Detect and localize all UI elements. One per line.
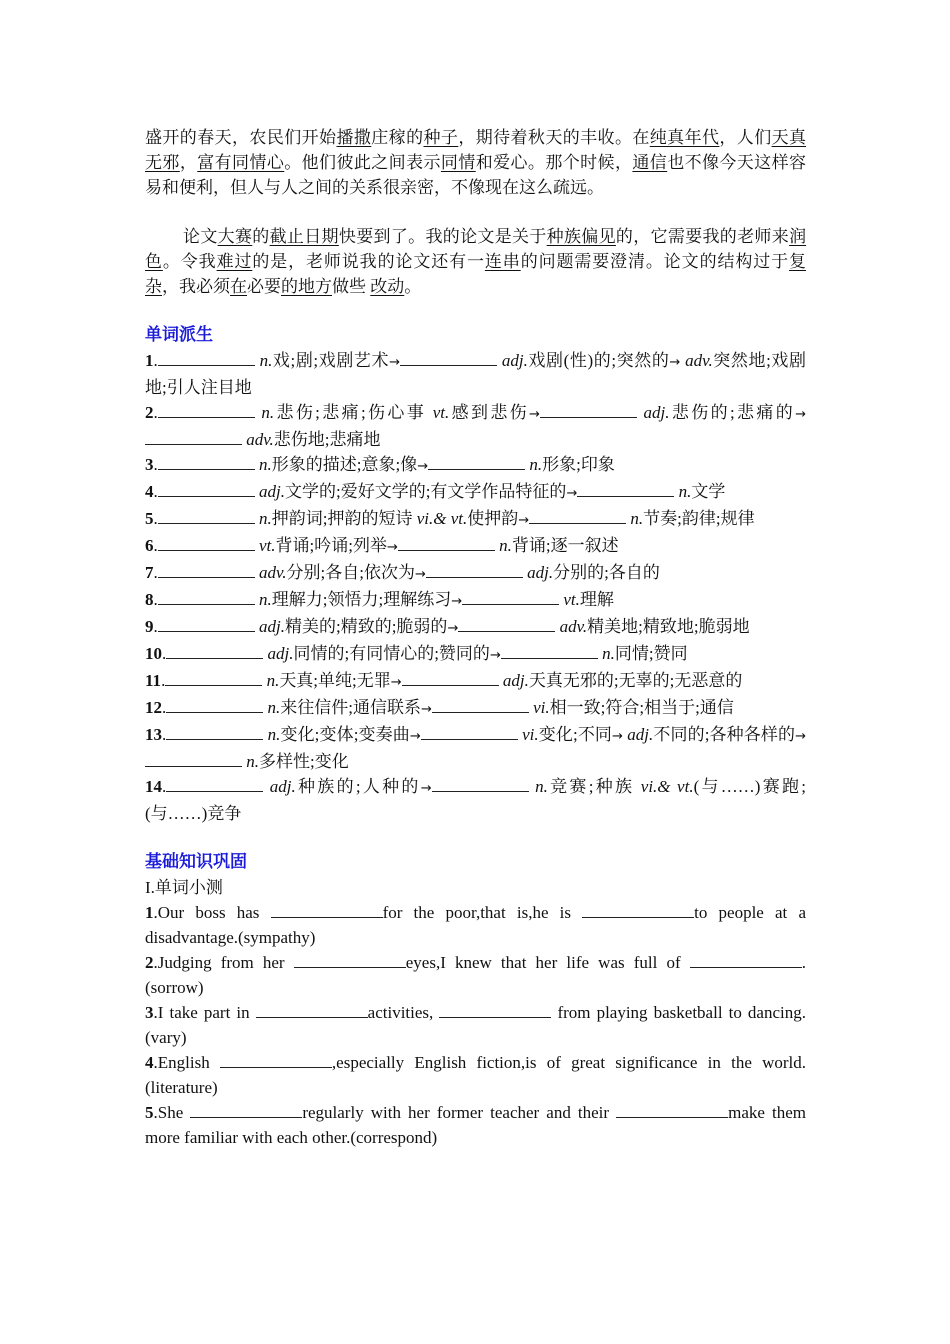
- arrow-icon: →: [669, 355, 681, 370]
- part-of-speech: adv.: [555, 617, 588, 636]
- answer-blank[interactable]: [398, 533, 495, 551]
- item-dot: .: [153, 351, 158, 370]
- item-number: 12: [145, 698, 162, 717]
- answer-blank[interactable]: [165, 668, 262, 686]
- part-of-speech: adj.: [263, 644, 294, 663]
- text-run: for the poor,that is,he is: [382, 903, 583, 922]
- underlined-phrase: 种族偏见: [546, 227, 616, 246]
- part-of-speech: vi.& vt.: [640, 777, 694, 796]
- arrow-icon: →: [417, 459, 429, 474]
- text-run: make them more familiar with each other.(correspond): [145, 1103, 807, 1147]
- part-of-speech: adj.: [254, 617, 285, 636]
- arrow-icon: →: [529, 407, 540, 422]
- part-of-speech: adj.: [498, 671, 529, 690]
- text-run: 理解: [579, 590, 614, 609]
- item-number: 2: [145, 403, 154, 422]
- answer-blank[interactable]: [158, 614, 255, 632]
- word-test-item: [145, 1100, 806, 1150]
- text-run: .I take part in: [153, 1003, 256, 1022]
- answer-blank[interactable]: [158, 479, 255, 497]
- part-of-speech: n.: [528, 777, 548, 796]
- text-run: 。令我: [162, 252, 217, 271]
- text-run: 分别的;各自的: [553, 563, 660, 582]
- part-of-speech: vt.: [559, 590, 580, 609]
- text-run: 悲伤;悲痛;伤心事: [274, 403, 433, 422]
- text-run: 的是，老师说我的论文还有一: [252, 252, 485, 271]
- part-of-speech: adj.: [522, 563, 554, 582]
- part-of-speech: n.: [597, 644, 615, 663]
- text-run: 同情的;有同情心的;赞同的: [293, 644, 490, 663]
- text-run: 背诵;逐一叙述: [511, 536, 619, 555]
- text-run: eyes,I knew that her life was full of: [405, 953, 690, 972]
- part-of-speech: n.: [254, 509, 272, 528]
- text-run: 戏剧(性)的;突然的: [527, 351, 670, 370]
- item-number: 4: [145, 482, 154, 501]
- underlined-phrase: 大赛: [217, 227, 253, 246]
- text-run: 也不像今天这样容易和便利，但人与人之间的关系很亲密，不像现在这么疏远。: [145, 153, 807, 197]
- text-run: 必要: [247, 277, 281, 296]
- item-dot: .: [153, 590, 158, 609]
- underlined-phrase: 连串: [484, 252, 521, 271]
- derivation-item: [145, 614, 806, 641]
- answer-blank[interactable]: [145, 749, 242, 767]
- text-run: 戏;剧;戏剧艺术: [272, 351, 390, 370]
- part-of-speech: n.: [262, 671, 280, 690]
- text-run: ,especially English fiction,is of great significance in the world.(literature): [145, 1053, 806, 1097]
- derivation-item: [145, 668, 806, 695]
- text-run: 感到悲伤: [449, 403, 530, 422]
- text-run: 多样性;变化: [259, 752, 349, 771]
- text-run: 相一致;符合;相当于;通信: [549, 698, 734, 717]
- subsection-title-word-test: I.单词小测: [145, 878, 223, 897]
- answer-blank[interactable]: [540, 400, 637, 418]
- part-of-speech: n.: [525, 455, 543, 474]
- arrow-icon: →: [389, 355, 401, 370]
- word-test-item: [145, 900, 806, 950]
- answer-blank[interactable]: [294, 950, 406, 968]
- item-dot: .: [153, 509, 158, 528]
- item-dot: .: [153, 482, 158, 501]
- item-dot: .: [161, 671, 166, 690]
- arrow-icon: →: [415, 567, 426, 582]
- text-run: 盛开的春天，农民们开始: [145, 128, 337, 147]
- item-dot: .: [162, 725, 167, 744]
- answer-blank[interactable]: [421, 722, 518, 740]
- text-run: 精美的;精致的;脆弱的: [284, 617, 448, 636]
- arrow-icon: →: [447, 621, 459, 636]
- text-run: .English: [153, 1053, 220, 1072]
- derivation-item: [145, 400, 806, 452]
- item-number: 1: [145, 351, 154, 370]
- answer-blank[interactable]: [220, 1050, 332, 1068]
- answer-blank[interactable]: [190, 1100, 302, 1118]
- derivation-item: [145, 774, 806, 826]
- underlined-phrase: 富有同情心: [197, 153, 285, 172]
- text-run: 形象的描述;意象;像: [271, 455, 418, 474]
- text-run: 快要到了。我的论文是关于: [338, 227, 547, 246]
- underlined-phrase: 播撒: [336, 128, 372, 147]
- text-run: from playing basketball to dancing.(vary): [145, 1003, 806, 1047]
- item-number: 11: [145, 671, 162, 690]
- text-run: .(sorrow): [145, 953, 807, 997]
- answer-blank[interactable]: [426, 560, 523, 578]
- text-run: 论文: [183, 227, 218, 246]
- underlined-phrase: 同情: [440, 153, 476, 172]
- answer-blank[interactable]: [166, 695, 263, 713]
- text-run: 突然地;戏剧地;引人注目地: [145, 351, 806, 397]
- word-test-item: [145, 1000, 806, 1050]
- text-run: 和爱心。那个时候，: [475, 153, 633, 172]
- text-run: activities,: [367, 1003, 440, 1022]
- item-number: 3: [145, 455, 154, 474]
- text-run: 文学的;爱好文学的;有文学作品特征的: [284, 482, 567, 501]
- text-run: ，我必须: [162, 277, 230, 296]
- part-of-speech: vt.: [432, 403, 450, 422]
- derivation-item: [145, 533, 806, 560]
- item-number: 6: [145, 536, 154, 555]
- answer-blank[interactable]: [402, 668, 499, 686]
- part-of-speech: n.: [254, 455, 272, 474]
- answer-blank[interactable]: [158, 348, 255, 366]
- answer-blank[interactable]: [145, 427, 242, 445]
- arrow-icon: →: [795, 729, 806, 744]
- derivation-item: [145, 722, 806, 774]
- answer-blank[interactable]: [158, 560, 255, 578]
- underlined-phrase: 通信: [632, 153, 668, 172]
- part-of-speech: vi.& vt.: [416, 509, 468, 528]
- part-of-speech: adv.: [254, 563, 287, 582]
- item-dot: .: [153, 403, 158, 422]
- answer-blank[interactable]: [158, 400, 255, 418]
- text-run: 。他们彼此之间表示: [284, 153, 441, 172]
- answer-blank[interactable]: [166, 641, 263, 659]
- part-of-speech: adj.: [263, 777, 296, 796]
- item-number: 9: [145, 617, 154, 636]
- text-run: .Our boss has: [153, 903, 271, 922]
- text-run: to people at a disadvantage.(sympathy): [145, 903, 806, 947]
- section-title-derivation: 单词派生: [145, 325, 213, 345]
- derivation-item: [145, 479, 806, 506]
- part-of-speech: vt.: [254, 536, 276, 555]
- answer-blank[interactable]: [616, 1100, 728, 1118]
- arrow-icon: →: [489, 648, 501, 663]
- part-of-speech: n.: [254, 403, 275, 422]
- text-run: ，: [179, 153, 198, 172]
- text-run: 理解力;领悟力;理解练习: [271, 590, 452, 609]
- text-run: 竞赛;种族: [547, 777, 641, 796]
- text-run: 天真无邪的;无辜的;无恶意的: [528, 671, 743, 690]
- item-number: 14: [145, 777, 162, 796]
- item-dot: .: [153, 617, 158, 636]
- item-number: 10: [145, 644, 162, 663]
- answer-blank[interactable]: [158, 506, 255, 524]
- underlined-phrase: 难过: [216, 252, 253, 271]
- derivation-list: [145, 348, 806, 826]
- section-title-consolidation: 基础知识巩固: [145, 852, 247, 872]
- text-run: 天真;单纯;无罪: [279, 671, 391, 690]
- text-run: 庄稼的: [371, 128, 424, 147]
- answer-blank[interactable]: [158, 533, 255, 551]
- arrow-icon: →: [420, 781, 432, 796]
- text-run: 来往信件;通信联系: [280, 698, 421, 717]
- arrow-icon: →: [390, 675, 402, 690]
- item-dot: .: [153, 455, 158, 474]
- part-of-speech: vi.: [528, 698, 550, 717]
- text-run: 分别;各自;依次为: [286, 563, 415, 582]
- item-number: 13: [145, 725, 162, 744]
- item-number: 3: [145, 1003, 154, 1022]
- text-run: 的: [252, 227, 270, 246]
- item-number: 2: [145, 953, 154, 972]
- text-run: 悲伤的;悲痛的: [669, 403, 796, 422]
- text-run: 押韵词;押韵的短诗: [271, 509, 417, 528]
- underlined-phrase: 截止日期: [269, 227, 339, 246]
- underlined-phrase: 润色: [145, 227, 807, 271]
- item-number: 8: [145, 590, 154, 609]
- answer-blank[interactable]: [432, 695, 529, 713]
- word-test-item: [145, 950, 806, 1000]
- text-run: 种族的;人种的: [295, 777, 421, 796]
- text-run: 不同的;各种各样的: [653, 725, 796, 744]
- answer-blank[interactable]: [690, 950, 802, 968]
- part-of-speech: adv.: [242, 430, 274, 449]
- text-run: 形象;印象: [542, 455, 615, 474]
- arrow-icon: →: [566, 486, 578, 501]
- answer-blank[interactable]: [439, 1000, 551, 1018]
- answer-blank[interactable]: [529, 506, 626, 524]
- derivation-item: [145, 560, 806, 587]
- passage-essay: [145, 224, 806, 299]
- derivation-item: [145, 506, 806, 533]
- derivation-item: [145, 452, 806, 479]
- derivation-item: [145, 695, 806, 722]
- part-of-speech: adj.: [622, 725, 654, 744]
- part-of-speech: n.: [254, 351, 273, 370]
- item-number: 7: [145, 563, 154, 582]
- underlined-phrase: 种子: [423, 128, 459, 147]
- text-run: regularly with her former teacher and their: [302, 1103, 617, 1122]
- arrow-icon: →: [420, 702, 432, 717]
- part-of-speech: n.: [626, 509, 644, 528]
- answer-blank[interactable]: [428, 452, 525, 470]
- item-dot: .: [162, 777, 167, 796]
- text-run: 精美地;精致地;脆弱地: [587, 617, 750, 636]
- item-dot: .: [153, 536, 158, 555]
- text-run: 使押韵: [467, 509, 519, 528]
- text-run: 节奏;韵律;规律: [643, 509, 755, 528]
- derivation-item: [145, 348, 806, 400]
- part-of-speech: adj.: [254, 482, 285, 501]
- text-run: 变化;变体;变奏曲: [280, 725, 410, 744]
- arrow-icon: →: [612, 729, 623, 744]
- arrow-icon: →: [795, 407, 807, 422]
- answer-blank[interactable]: [271, 900, 383, 918]
- part-of-speech: n.: [494, 536, 512, 555]
- arrow-icon: →: [518, 513, 530, 528]
- item-number: 1: [145, 903, 154, 922]
- answer-blank[interactable]: [166, 774, 263, 792]
- underlined-phrase: 改动: [370, 277, 405, 296]
- answer-blank[interactable]: [458, 614, 555, 632]
- text-run: 的问题需要澄清。论文的结构过于: [520, 252, 790, 271]
- answer-blank[interactable]: [166, 722, 263, 740]
- text-run: 背诵;吟诵;列举: [275, 536, 387, 555]
- text-run: (与……)赛跑;(与……)竞争: [145, 777, 806, 823]
- text-run: 同情;赞同: [614, 644, 688, 663]
- answer-blank[interactable]: [256, 1000, 368, 1018]
- arrow-icon: →: [451, 594, 463, 609]
- item-number: 5: [145, 509, 154, 528]
- underlined-phrase: 在: [230, 277, 247, 296]
- item-dot: .: [162, 698, 167, 717]
- part-of-speech: vi.: [517, 725, 539, 744]
- part-of-speech: adj.: [497, 351, 528, 370]
- text-run: 文学: [691, 482, 726, 501]
- underlined-phrase: 的地方: [281, 277, 332, 296]
- text-run: 的，它需要我的老师来: [615, 227, 790, 246]
- item-number: 5: [145, 1103, 154, 1122]
- answer-blank[interactable]: [158, 587, 255, 605]
- text-run: 变化;不同: [538, 725, 613, 744]
- part-of-speech: adj.: [636, 403, 670, 422]
- answer-blank[interactable]: [582, 900, 694, 918]
- word-test-list: [145, 900, 806, 1150]
- item-number: 4: [145, 1053, 154, 1072]
- underlined-phrase: 天真无邪: [145, 128, 807, 172]
- answer-blank[interactable]: [462, 587, 559, 605]
- answer-blank[interactable]: [158, 452, 255, 470]
- derivation-item: [145, 641, 806, 668]
- text-run: ，期待着秋天的丰收。在: [458, 128, 650, 147]
- part-of-speech: n.: [263, 698, 281, 717]
- word-test-item: [145, 1050, 806, 1100]
- text-run: ，人们: [719, 128, 772, 147]
- text-run: .Judging from her: [153, 953, 294, 972]
- text-run: 悲伤地;悲痛地: [273, 430, 381, 449]
- answer-blank[interactable]: [400, 348, 497, 366]
- document-page: [145, 125, 806, 1150]
- passage-spring: [145, 125, 806, 200]
- answer-blank[interactable]: [432, 774, 529, 792]
- item-dot: .: [162, 644, 167, 663]
- derivation-item: [145, 587, 806, 614]
- answer-blank[interactable]: [577, 479, 674, 497]
- text-run: 。: [404, 277, 422, 296]
- part-of-speech: n.: [263, 725, 281, 744]
- item-dot: .: [153, 563, 158, 582]
- arrow-icon: →: [386, 540, 398, 555]
- text-run: .She: [153, 1103, 191, 1122]
- underlined-phrase: 纯真年代: [649, 128, 720, 147]
- part-of-speech: n.: [242, 752, 259, 771]
- answer-blank[interactable]: [501, 641, 598, 659]
- part-of-speech: n.: [254, 590, 272, 609]
- part-of-speech: adv.: [680, 351, 713, 370]
- underlined-phrase: 复杂: [145, 252, 807, 296]
- part-of-speech: n.: [674, 482, 692, 501]
- arrow-icon: →: [409, 729, 421, 744]
- text-run: 做些: [332, 277, 371, 296]
